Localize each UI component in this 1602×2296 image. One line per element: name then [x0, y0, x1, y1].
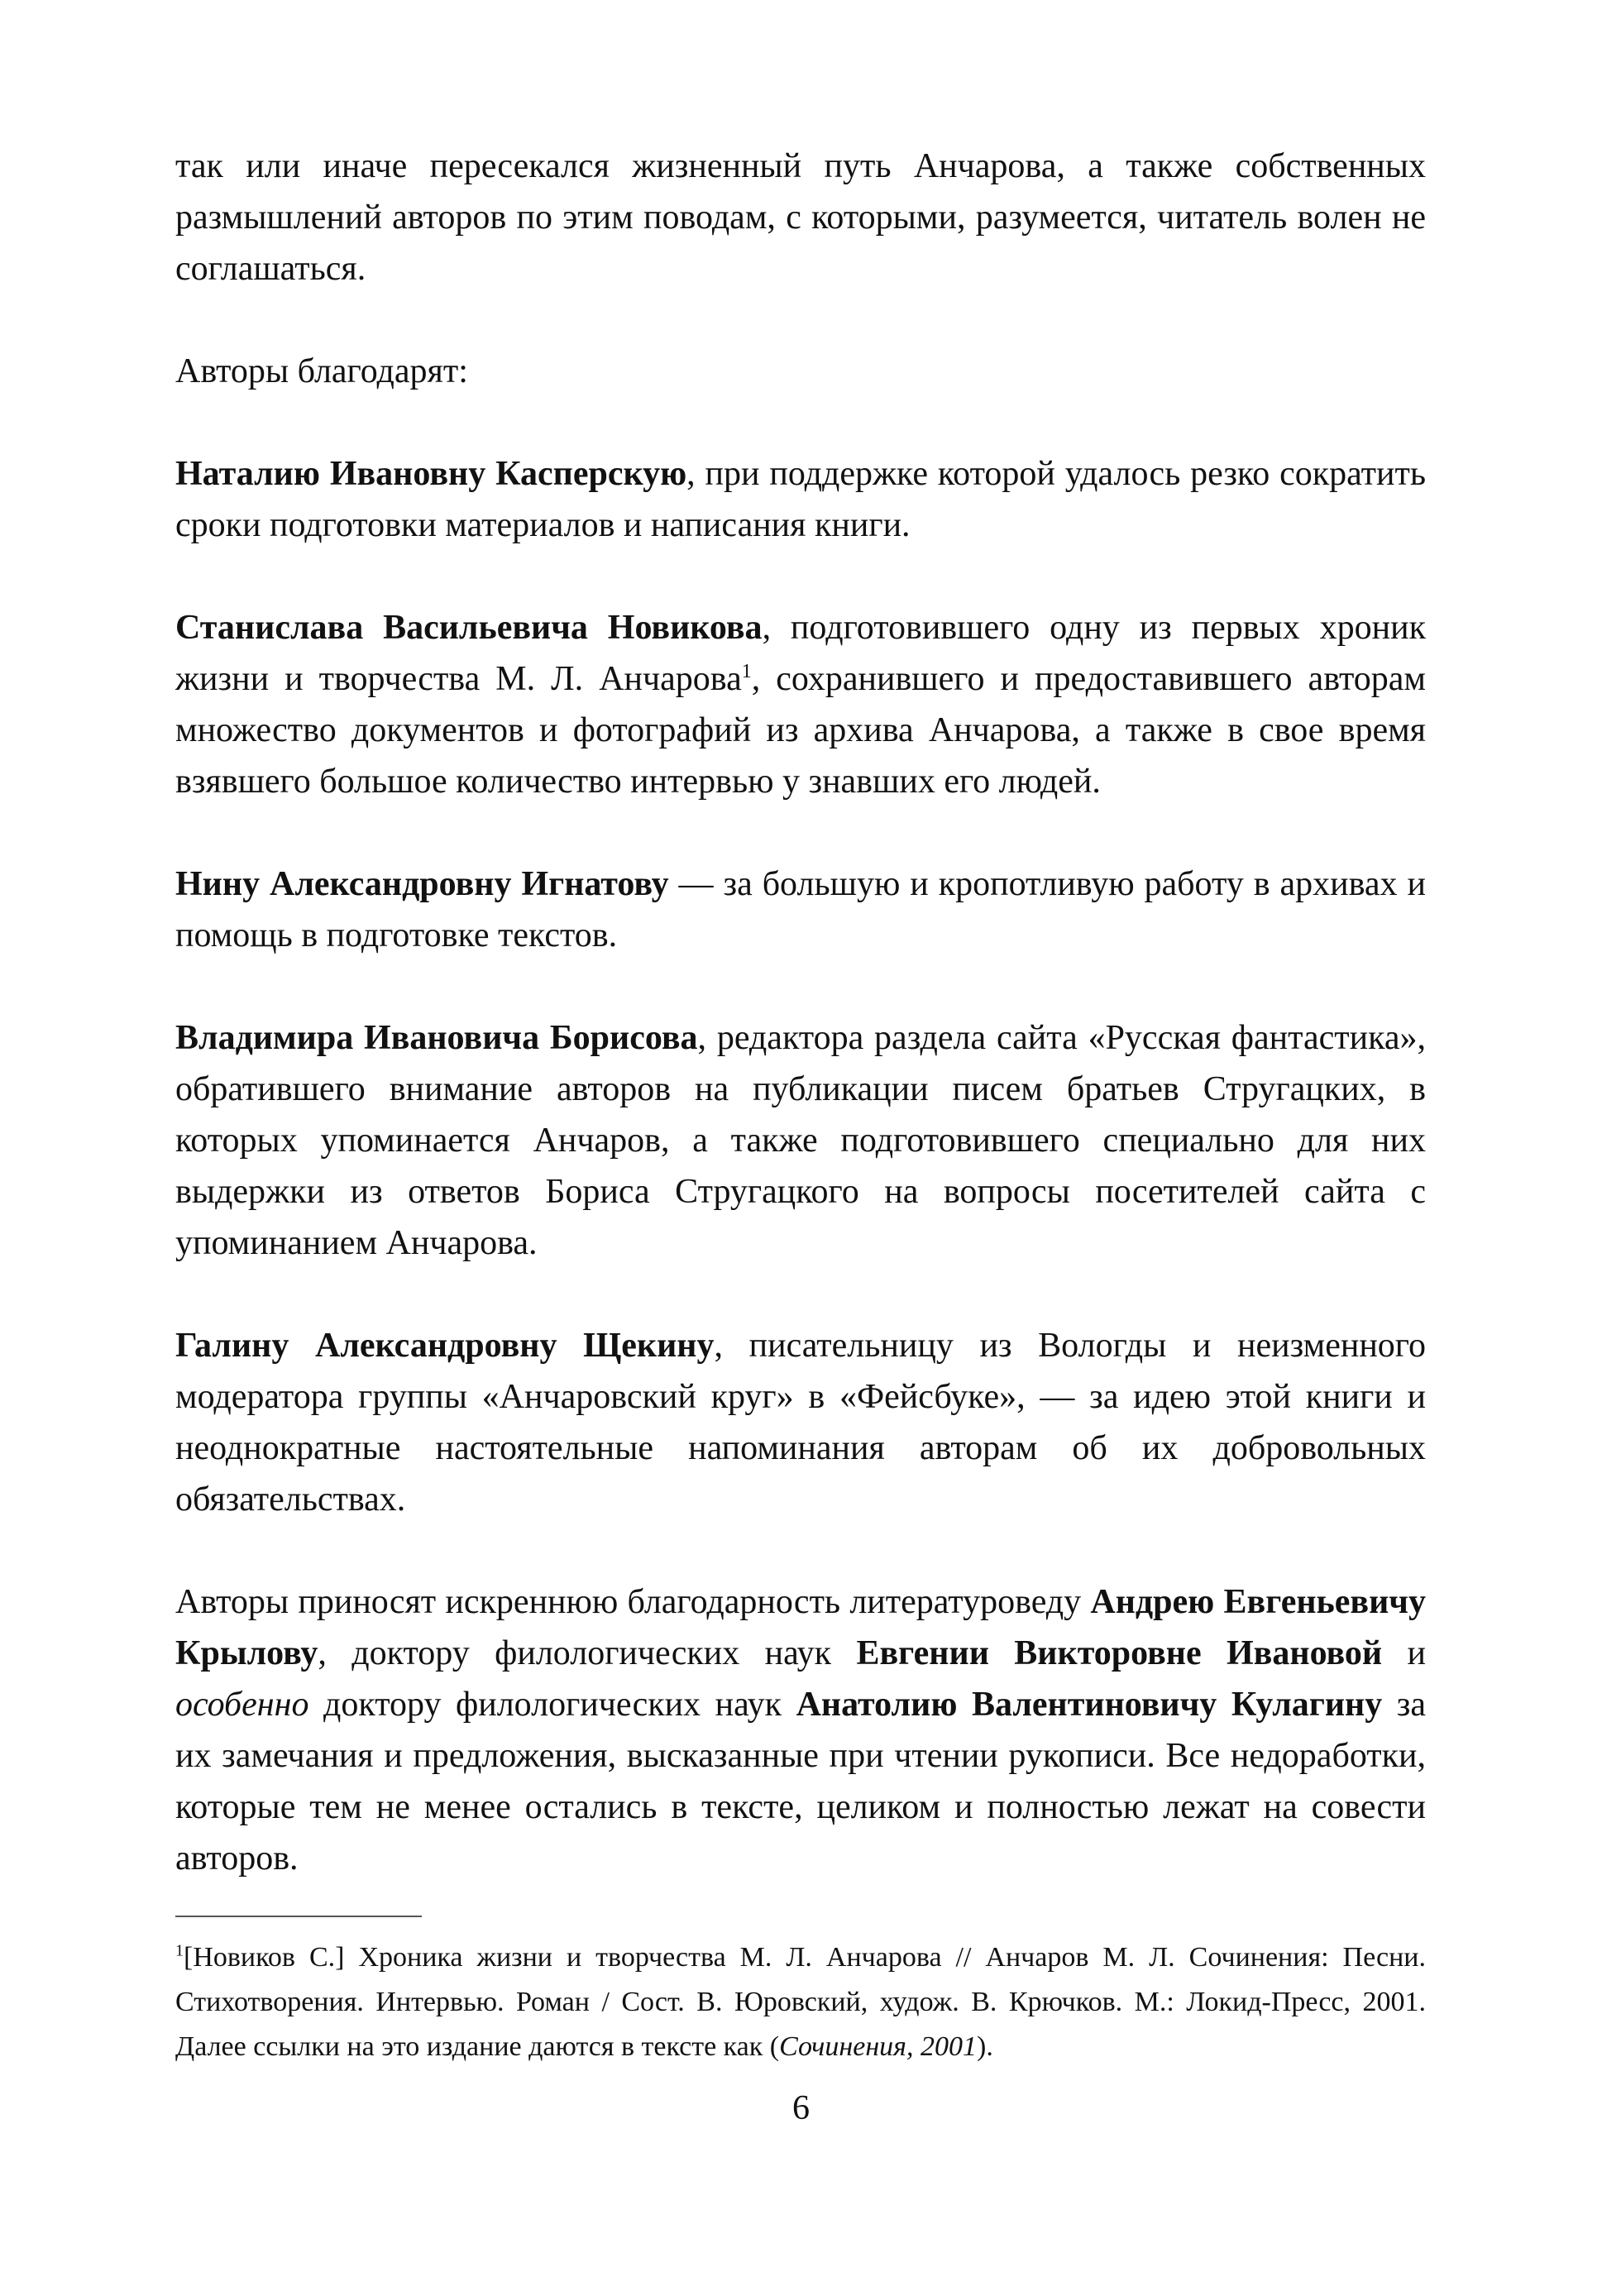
footnote	[175, 1935, 1426, 2069]
footnote-marker: 1	[175, 1941, 184, 1960]
thanks-paragraph-ignatova	[175, 859, 1426, 961]
thanks-paragraph-novikov	[175, 602, 1426, 807]
paragraph-text: и	[1382, 1634, 1427, 1672]
person-name: Наталию Ивановну Касперскую	[175, 455, 687, 493]
person-name: Галину Александровну Щекину	[175, 1327, 715, 1365]
emphasis-text: особенно	[175, 1686, 309, 1724]
thanks-heading: Авторы благодарят:	[175, 352, 468, 390]
person-name: Нину Александровну Игнатову	[175, 865, 669, 903]
person-name: Андрею Евгеньевичу Крылову	[175, 1583, 1426, 1672]
paragraph-text: , при поддержке которой удалось резко сократить сроки подготовки материалов и написания книги.	[175, 455, 1427, 544]
paragraph-text: — за большую и кропотливую работу в архивах и помощь в подготовке текстов.	[175, 865, 1426, 954]
intro-continuation-paragraph: так или иначе пересекался жизненный путь Анчарова, а также собственных размышлений авторов по этим поводам, с которыми, разумеется, читатель волен не соглашаться.	[175, 147, 1426, 288]
paragraph-text: , сохранившего и предоставившего авторам множество документов и фотографий из архива Анчарова, а также в свое время взявшего большое количество интервью у знавших его людей.	[175, 660, 1426, 801]
footnote-end: ).	[977, 2031, 993, 2062]
footnote-text: [Новиков С.] Хроника жизни и творчества М. Л. Анчарова // Анчаров М. Л. Сочинения: Песни. Стихотворения. Интервью. Роман / Сост. В. Юровский, худож. В. Крючков. М.: Локид-Пресс, 2001. Далее ссылки на это издание даются в тексте как (	[175, 1942, 1426, 2062]
person-name: Владимира Ивановича Борисова	[175, 1019, 698, 1057]
paragraph-text: , подготовившего одну из первых хроник жизни и творчества М. Л. Анчарова	[175, 609, 1426, 698]
paragraph-text: , писательницу из Вологды и неизменного модератора группы «Анчаровский круг» в «Фейсбуке», — за идею этой книги и неоднократные настоятельные напоминания авторам об их добровольных обязательствах.	[175, 1327, 1426, 1519]
person-name: Станислава Васильевича Новикова	[175, 609, 763, 647]
thanks-paragraph-kasperskaya	[175, 448, 1426, 551]
paragraph-text: , редактора раздела сайта «Русская фантастика», обратившего внимание авторов на публикации писем братьев Стругацких, в которых упоминается Анчаров, а также подготовившего специально для них выдержки из ответов Бориса Стругацкого на вопросы посетителей сайта с упоминанием Анчарова.	[175, 1019, 1426, 1262]
paragraph-text: , доктору филологических наук	[318, 1634, 857, 1672]
paragraph-text: Авторы приносят искреннюю благодарность литературоведу	[175, 1583, 1091, 1621]
paragraph-text: за их замечания и предложения, высказанные при чтении рукописи. Все недоработки, которые тем не менее остались в тексте, целиком и полностью лежат на совести авторов.	[175, 1686, 1427, 1877]
gratitude-paragraph	[175, 1576, 1426, 1884]
page-number: 6	[792, 2089, 810, 2127]
paragraph-text: доктору филологических наук	[308, 1686, 796, 1724]
main-text	[175, 141, 1426, 1884]
footnote-citation: Сочинения, 2001	[779, 2031, 977, 2062]
person-name: Евгении Викторовне Ивановой	[856, 1634, 1383, 1672]
footnote-reference[interactable]: 1	[741, 661, 752, 682]
thanks-paragraph-borisov	[175, 1012, 1426, 1269]
thanks-paragraph-shchekina	[175, 1320, 1426, 1525]
person-name: Анатолию Валентиновичу Кулагину	[796, 1686, 1383, 1724]
footnote-divider	[175, 1916, 422, 1917]
